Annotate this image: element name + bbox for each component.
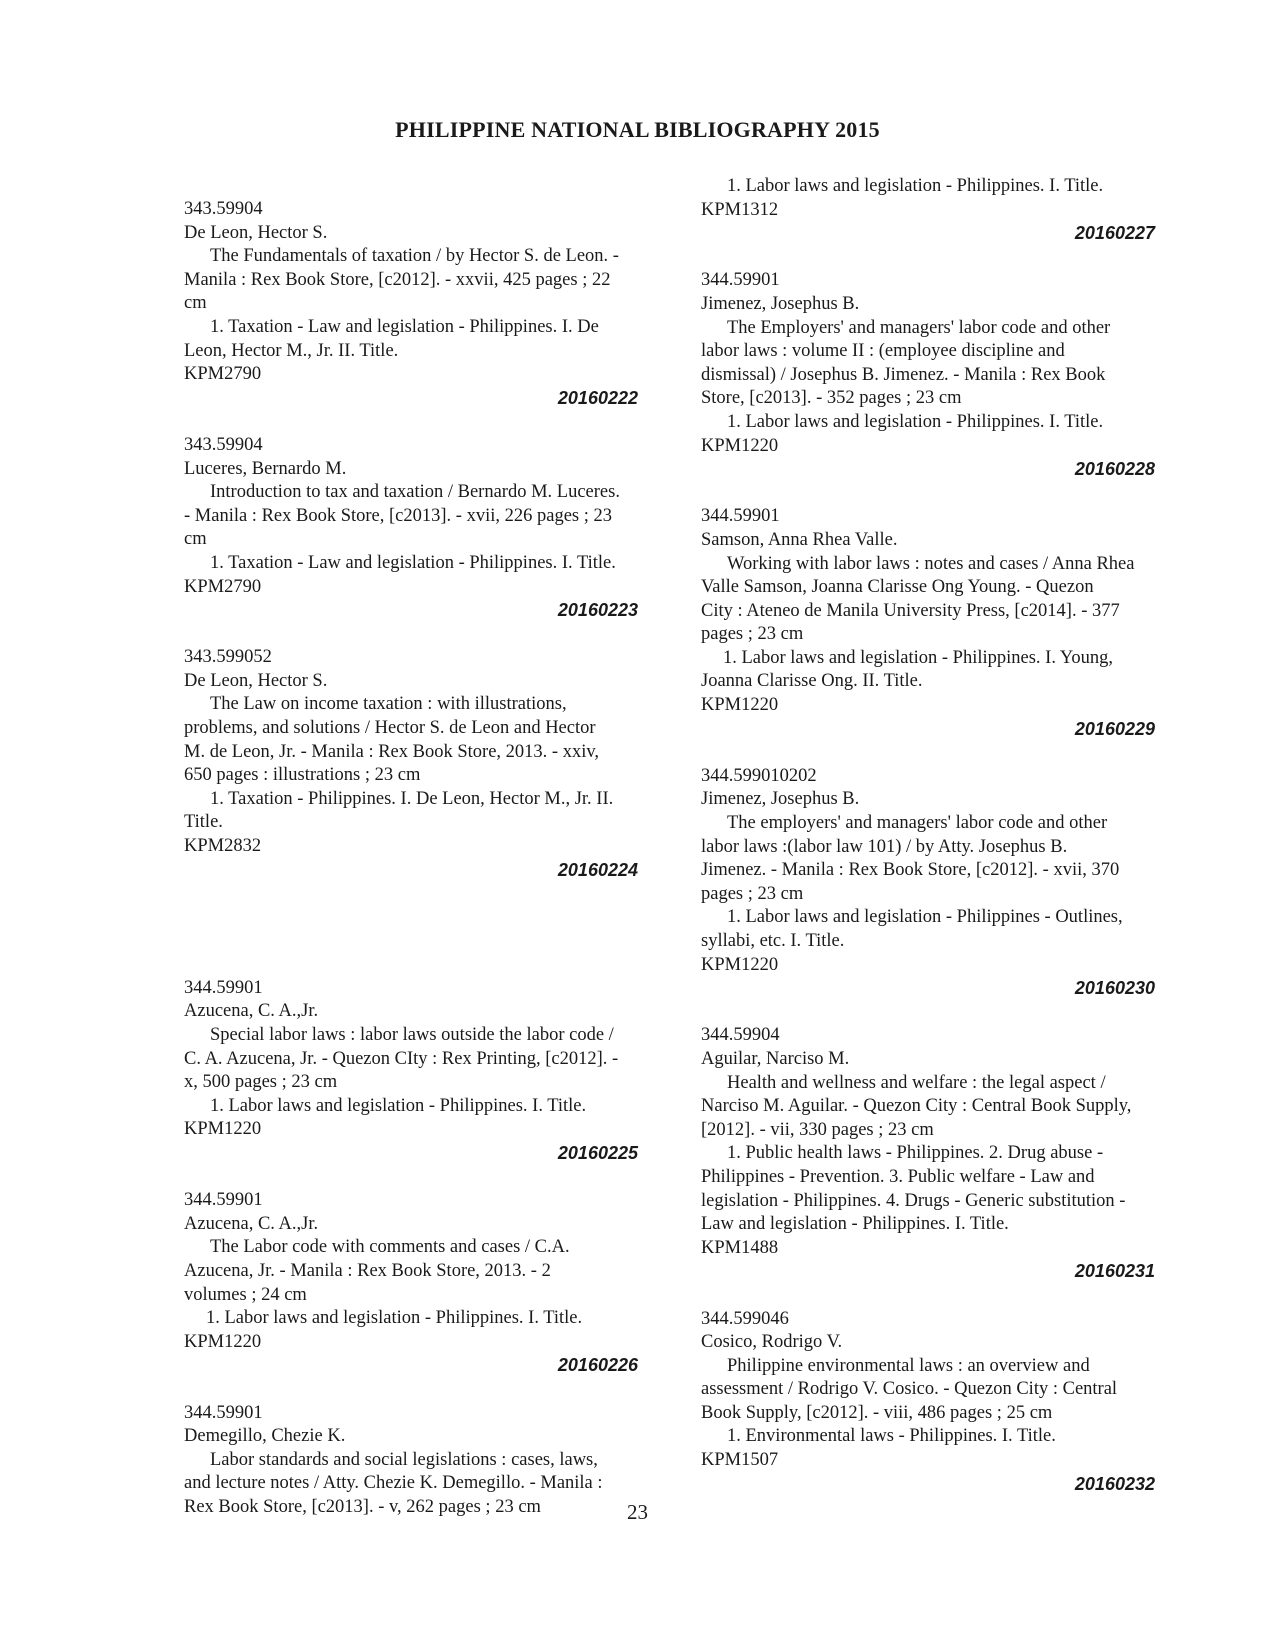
- author: De Leon, Hector S.: [184, 222, 328, 243]
- author: Aguilar, Narciso M.: [701, 1048, 850, 1069]
- title-line: dismissal) / Josephus B. Jimenez. - Manila : Rex Book: [701, 364, 1106, 385]
- title-line: Philippine environmental laws : an overview and: [727, 1355, 1090, 1376]
- title-line: Valle Samson, Joanna Clarisse Ong Young. - Quezon: [701, 577, 1094, 598]
- title-line: assessment / Rodrigo V. Cosico. - Quezon City : Central: [701, 1379, 1118, 1400]
- class-number: 344.59901: [701, 270, 780, 291]
- subject-line: 1. Taxation - Philippines. I. De Leon, Hector M., Jr. II.: [210, 788, 614, 809]
- kpm-code: KPM1220: [701, 954, 779, 975]
- entry-date: 20160225: [557, 1142, 638, 1163]
- title-line: The Labor code with comments and cases / C.A.: [210, 1237, 570, 1258]
- author: Cosico, Rodrigo V.: [701, 1332, 843, 1353]
- subject-line: 1. Labor laws and legislation - Philippines. I. Title.: [210, 1095, 587, 1116]
- class-number: 343.59904: [184, 199, 263, 219]
- entry-date: 20160226: [557, 1355, 638, 1376]
- class-number: 344.59901: [184, 1402, 263, 1423]
- author: Azucena, C. A.,Jr.: [184, 1001, 319, 1022]
- subject-line: 1. Labor laws and legislation - Philippines. I. Title.: [727, 176, 1104, 196]
- kpm-code: KPM1312: [701, 199, 779, 220]
- title-line: cm: [184, 293, 207, 314]
- title-line: pages ; 23 cm: [701, 883, 804, 904]
- title-line: Store, [c2013]. - 352 pages ; 23 cm: [701, 388, 962, 409]
- bibliography-entry: [701, 1024, 1155, 1284]
- subject-line: 1. Public health laws - Philippines. 2. Drug abuse -: [727, 1143, 1104, 1164]
- title-line: The employers' and managers' labor code and other: [727, 813, 1108, 834]
- page-title: PHILIPPINE NATIONAL BIBLIOGRAPHY 2015: [395, 117, 880, 142]
- kpm-code: KPM1488: [701, 1237, 779, 1258]
- author: Demegillo, Chezie K.: [184, 1426, 346, 1447]
- author: Jimenez, Josephus B.: [701, 293, 860, 314]
- entry-date: 20160231: [1074, 1261, 1155, 1282]
- kpm-code: KPM1220: [701, 435, 779, 456]
- title-line: Introduction to tax and taxation / Bernardo M. Luceres.: [210, 482, 620, 503]
- kpm-code: KPM2790: [184, 364, 262, 385]
- subject-line: 1. Taxation - Law and legislation - Philippines. I. De: [210, 316, 599, 337]
- bibliography-entry: [701, 1308, 1155, 1497]
- subject-line: 1. Labor laws and legislation - Philippines. I. Title.: [727, 411, 1104, 432]
- class-number: 344.59904: [701, 1025, 780, 1046]
- subject-line: 1. Environmental laws - Philippines. I. Title.: [727, 1426, 1056, 1447]
- title-line: volumes ; 24 cm: [184, 1284, 307, 1305]
- title-line: Rex Book Store, [c2013]. - v, 262 pages ; 23 cm: [184, 1496, 541, 1517]
- class-number: 344.59901: [184, 977, 263, 998]
- right-column: [701, 175, 1155, 1520]
- title-line: Book Supply, [c2012]. - viii, 486 pages ; 25 cm: [701, 1402, 1053, 1423]
- bibliography-entry: [701, 765, 1155, 1001]
- title-line: Working with labor laws : notes and cases / Anna Rhea: [727, 553, 1135, 574]
- subject-line: Leon, Hector M., Jr. II. Title.: [184, 340, 399, 361]
- title-line: M. de Leon, Jr. - Manila : Rex Book Store, 2013. - xxiv,: [184, 741, 600, 762]
- subject-line: legislation - Philippines. 4. Drugs - Generic substitution -: [701, 1190, 1126, 1211]
- kpm-code: KPM1507: [701, 1450, 779, 1471]
- kpm-code: KPM1220: [184, 1119, 262, 1140]
- author: De Leon, Hector S.: [184, 670, 328, 691]
- title-line: and lecture notes / Atty. Chezie K. Demegillo. - Manila :: [184, 1473, 603, 1494]
- title-line: Special labor laws : labor laws outside the labor code /: [210, 1025, 614, 1045]
- title-line: Jimenez. - Manila : Rex Book Store, [c2012]. - xvii, 370: [701, 860, 1120, 881]
- bibliography-entry: [701, 269, 1155, 481]
- kpm-code: KPM2790: [184, 576, 262, 597]
- subject-line: Title.: [184, 812, 223, 833]
- class-number: 344.599010202: [701, 765, 817, 786]
- title-line: The Fundamentals of taxation / by Hector S. de Leon. -: [210, 246, 619, 267]
- title-line: The Employers' and managers' labor code and other: [727, 317, 1111, 338]
- entry-date: 20160222: [557, 387, 638, 408]
- page-number: 23: [627, 1500, 648, 1524]
- title-line: 650 pages : illustrations ; 23 cm: [184, 765, 421, 786]
- class-number: 343.599052: [184, 647, 272, 668]
- class-number: 343.59904: [184, 434, 263, 455]
- title-line: City : Ateneo de Manila University Press, [c2014]. - 377: [701, 600, 1120, 621]
- class-number: 344.59901: [184, 1190, 263, 1211]
- entry-date: 20160223: [557, 600, 638, 621]
- title-line: Narciso M. Aguilar. - Quezon City : Central Book Supply,: [701, 1096, 1132, 1117]
- kpm-code: KPM1220: [701, 695, 779, 716]
- subject-line: Philippines - Prevention. 3. Public welfare - Law and: [701, 1166, 1095, 1187]
- title-line: problems, and solutions / Hector S. de Leon and Hector: [184, 718, 596, 739]
- author: Luceres, Bernardo M.: [184, 458, 347, 479]
- title-line: cm: [184, 529, 207, 550]
- title-line: Health and wellness and welfare : the legal aspect /: [727, 1072, 1106, 1093]
- left-column: [184, 198, 638, 1543]
- title-line: Azucena, Jr. - Manila : Rex Book Store, 2013. - 2: [184, 1260, 551, 1281]
- subject-line: 1. Labor laws and legislation - Philippines. I. Title.: [206, 1308, 583, 1329]
- entry-date: 20160229: [1074, 718, 1155, 739]
- title-line: The Law on income taxation : with illustrations,: [210, 694, 567, 715]
- title-line: Manila : Rex Book Store, [c2012]. - xxvii, 425 pages ; 22: [184, 269, 611, 290]
- title-line: Labor standards and social legislations : cases, laws,: [210, 1449, 598, 1470]
- subject-line: 1. Taxation - Law and legislation - Philippines. I. Title.: [210, 552, 616, 573]
- subject-line: Joanna Clarisse Ong. II. Title.: [701, 671, 923, 692]
- class-number: 344.59901: [701, 506, 780, 527]
- title-line: pages ; 23 cm: [701, 624, 804, 645]
- subject-line: 1. Labor laws and legislation - Philippines. I. Young,: [723, 647, 1114, 668]
- entry-date: 20160228: [1074, 459, 1155, 480]
- subject-line: syllabi, etc. I. Title.: [701, 931, 845, 951]
- kpm-code: KPM2832: [184, 836, 262, 857]
- subject-line: Law and legislation - Philippines. I. Title.: [701, 1214, 1009, 1235]
- bibliography-entry: [184, 977, 638, 1166]
- bibliography-entry: [184, 646, 638, 882]
- title-line: x, 500 pages ; 23 cm: [184, 1072, 338, 1093]
- entry-date: 20160224: [557, 859, 638, 880]
- class-number: 344.599046: [701, 1308, 789, 1329]
- bibliography-entry: [701, 505, 1155, 741]
- title-line: C. A. Azucena, Jr. - Quezon CIty : Rex Printing, [c2012]. -: [184, 1048, 619, 1069]
- bibliography-entry: [184, 198, 638, 410]
- subject-line: 1. Labor laws and legislation - Philippines - Outlines,: [727, 907, 1123, 928]
- title-line: - Manila : Rex Book Store, [c2013]. - xvii, 226 pages ; 23: [184, 505, 613, 526]
- bibliography-entry-continued: [701, 175, 1155, 246]
- entry-date: 20160232: [1074, 1473, 1155, 1494]
- author: Samson, Anna Rhea Valle.: [701, 529, 898, 550]
- author: Jimenez, Josephus B.: [701, 789, 860, 810]
- title-line: labor laws :(labor law 101) / by Atty. Josephus B.: [701, 836, 1068, 857]
- kpm-code: KPM1220: [184, 1331, 262, 1352]
- bibliography-entry: [184, 434, 638, 623]
- title-line: [2012]. - vii, 330 pages ; 23 cm: [701, 1119, 934, 1140]
- title-line: labor laws : volume II : (employee discipline and: [701, 341, 1065, 362]
- entry-date: 20160230: [1074, 978, 1155, 999]
- author: Azucena, C. A.,Jr.: [184, 1213, 319, 1234]
- entry-date: 20160227: [1074, 223, 1155, 244]
- bibliography-entry: [184, 1189, 638, 1378]
